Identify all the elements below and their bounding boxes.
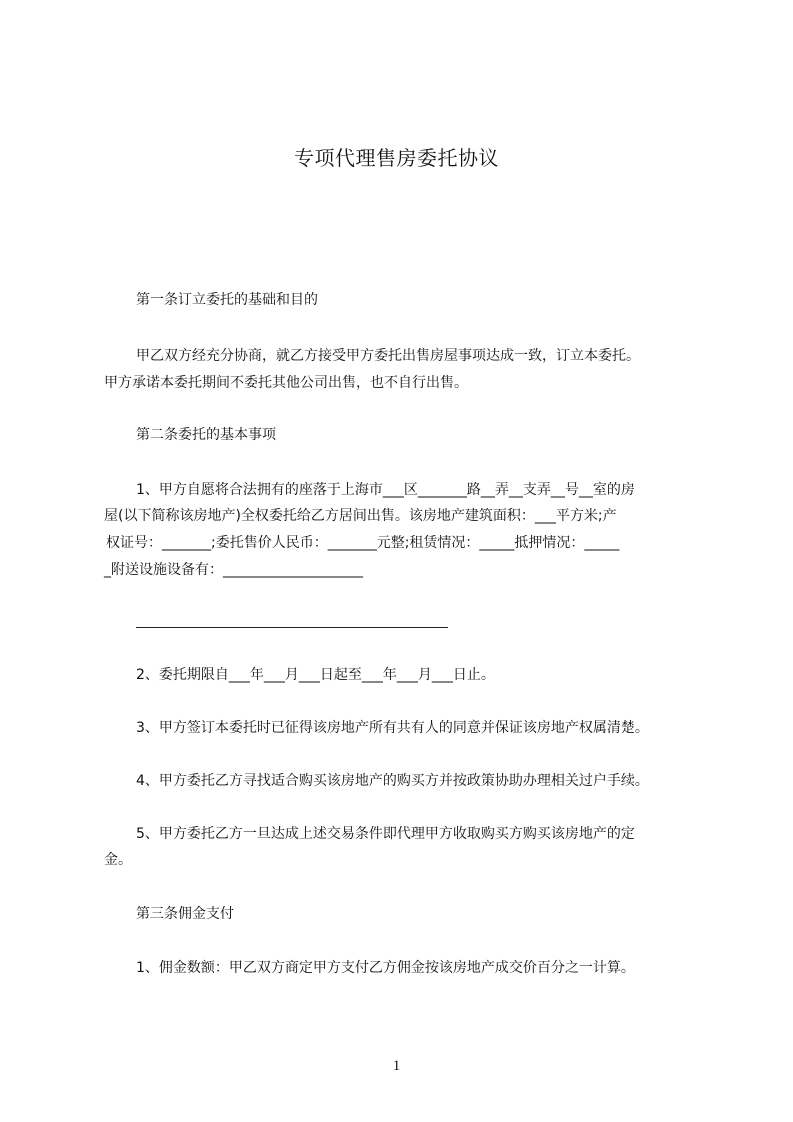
section1-heading: 第一条订立委托的基础和目的	[136, 292, 318, 308]
section1-body-line2: 甲方承诺本委托期间不委托其他公司出售，也不自行出售。	[104, 375, 468, 391]
section2-item1-line2: 屋(以下简称该房地产)全权委托给乙方居间出售。该房地产建筑面积：___平方米;产	[104, 508, 617, 524]
section1-body-line1: 甲乙双方经充分协商，就乙方接受甲方委托出售房屋事项达成一致，订立本委托。	[136, 348, 640, 364]
section2-item1-line3: 权证号：_______;委托售价人民币：_______元整;租赁情况：_____抵押情况：_____	[106, 535, 620, 551]
section2-item2: 2、委托期限自___年___月___日起至___年___月___日止。	[136, 667, 495, 683]
blank-underline	[136, 627, 448, 628]
section2-item5-line2: 金。	[104, 852, 132, 868]
section3-item1: 1、佣金数额：甲乙双方商定甲方支付乙方佣金按该房地产成交价百分之一计算。	[136, 960, 635, 976]
section3-heading: 第三条佣金支付	[136, 906, 234, 922]
section2-item1-line1: 1、甲方自愿将合法拥有的座落于上海市___区_______路__弄__支弄__号__室的房	[136, 482, 635, 498]
page-number: 1	[392, 1058, 401, 1074]
section2-item3: 3、甲方签订本委托时已征得该房地产所有共有人的同意并保证该房地产权属清楚。	[136, 720, 649, 736]
section2-item1-line4: _附送设施设备有：____________________	[104, 562, 363, 578]
section2-item5-line1: 5、甲方委托乙方一旦达成上述交易条件即代理甲方收取购买方购买该房地产的定	[136, 826, 635, 842]
section2-item4: 4、甲方委托乙方寻找适合购买该房地产的购买方并按政策协助办理相关过户手续。	[136, 773, 649, 789]
section2-heading: 第二条委托的基本事项	[136, 427, 276, 443]
document-title: 专项代理售房委托协议	[294, 146, 499, 170]
